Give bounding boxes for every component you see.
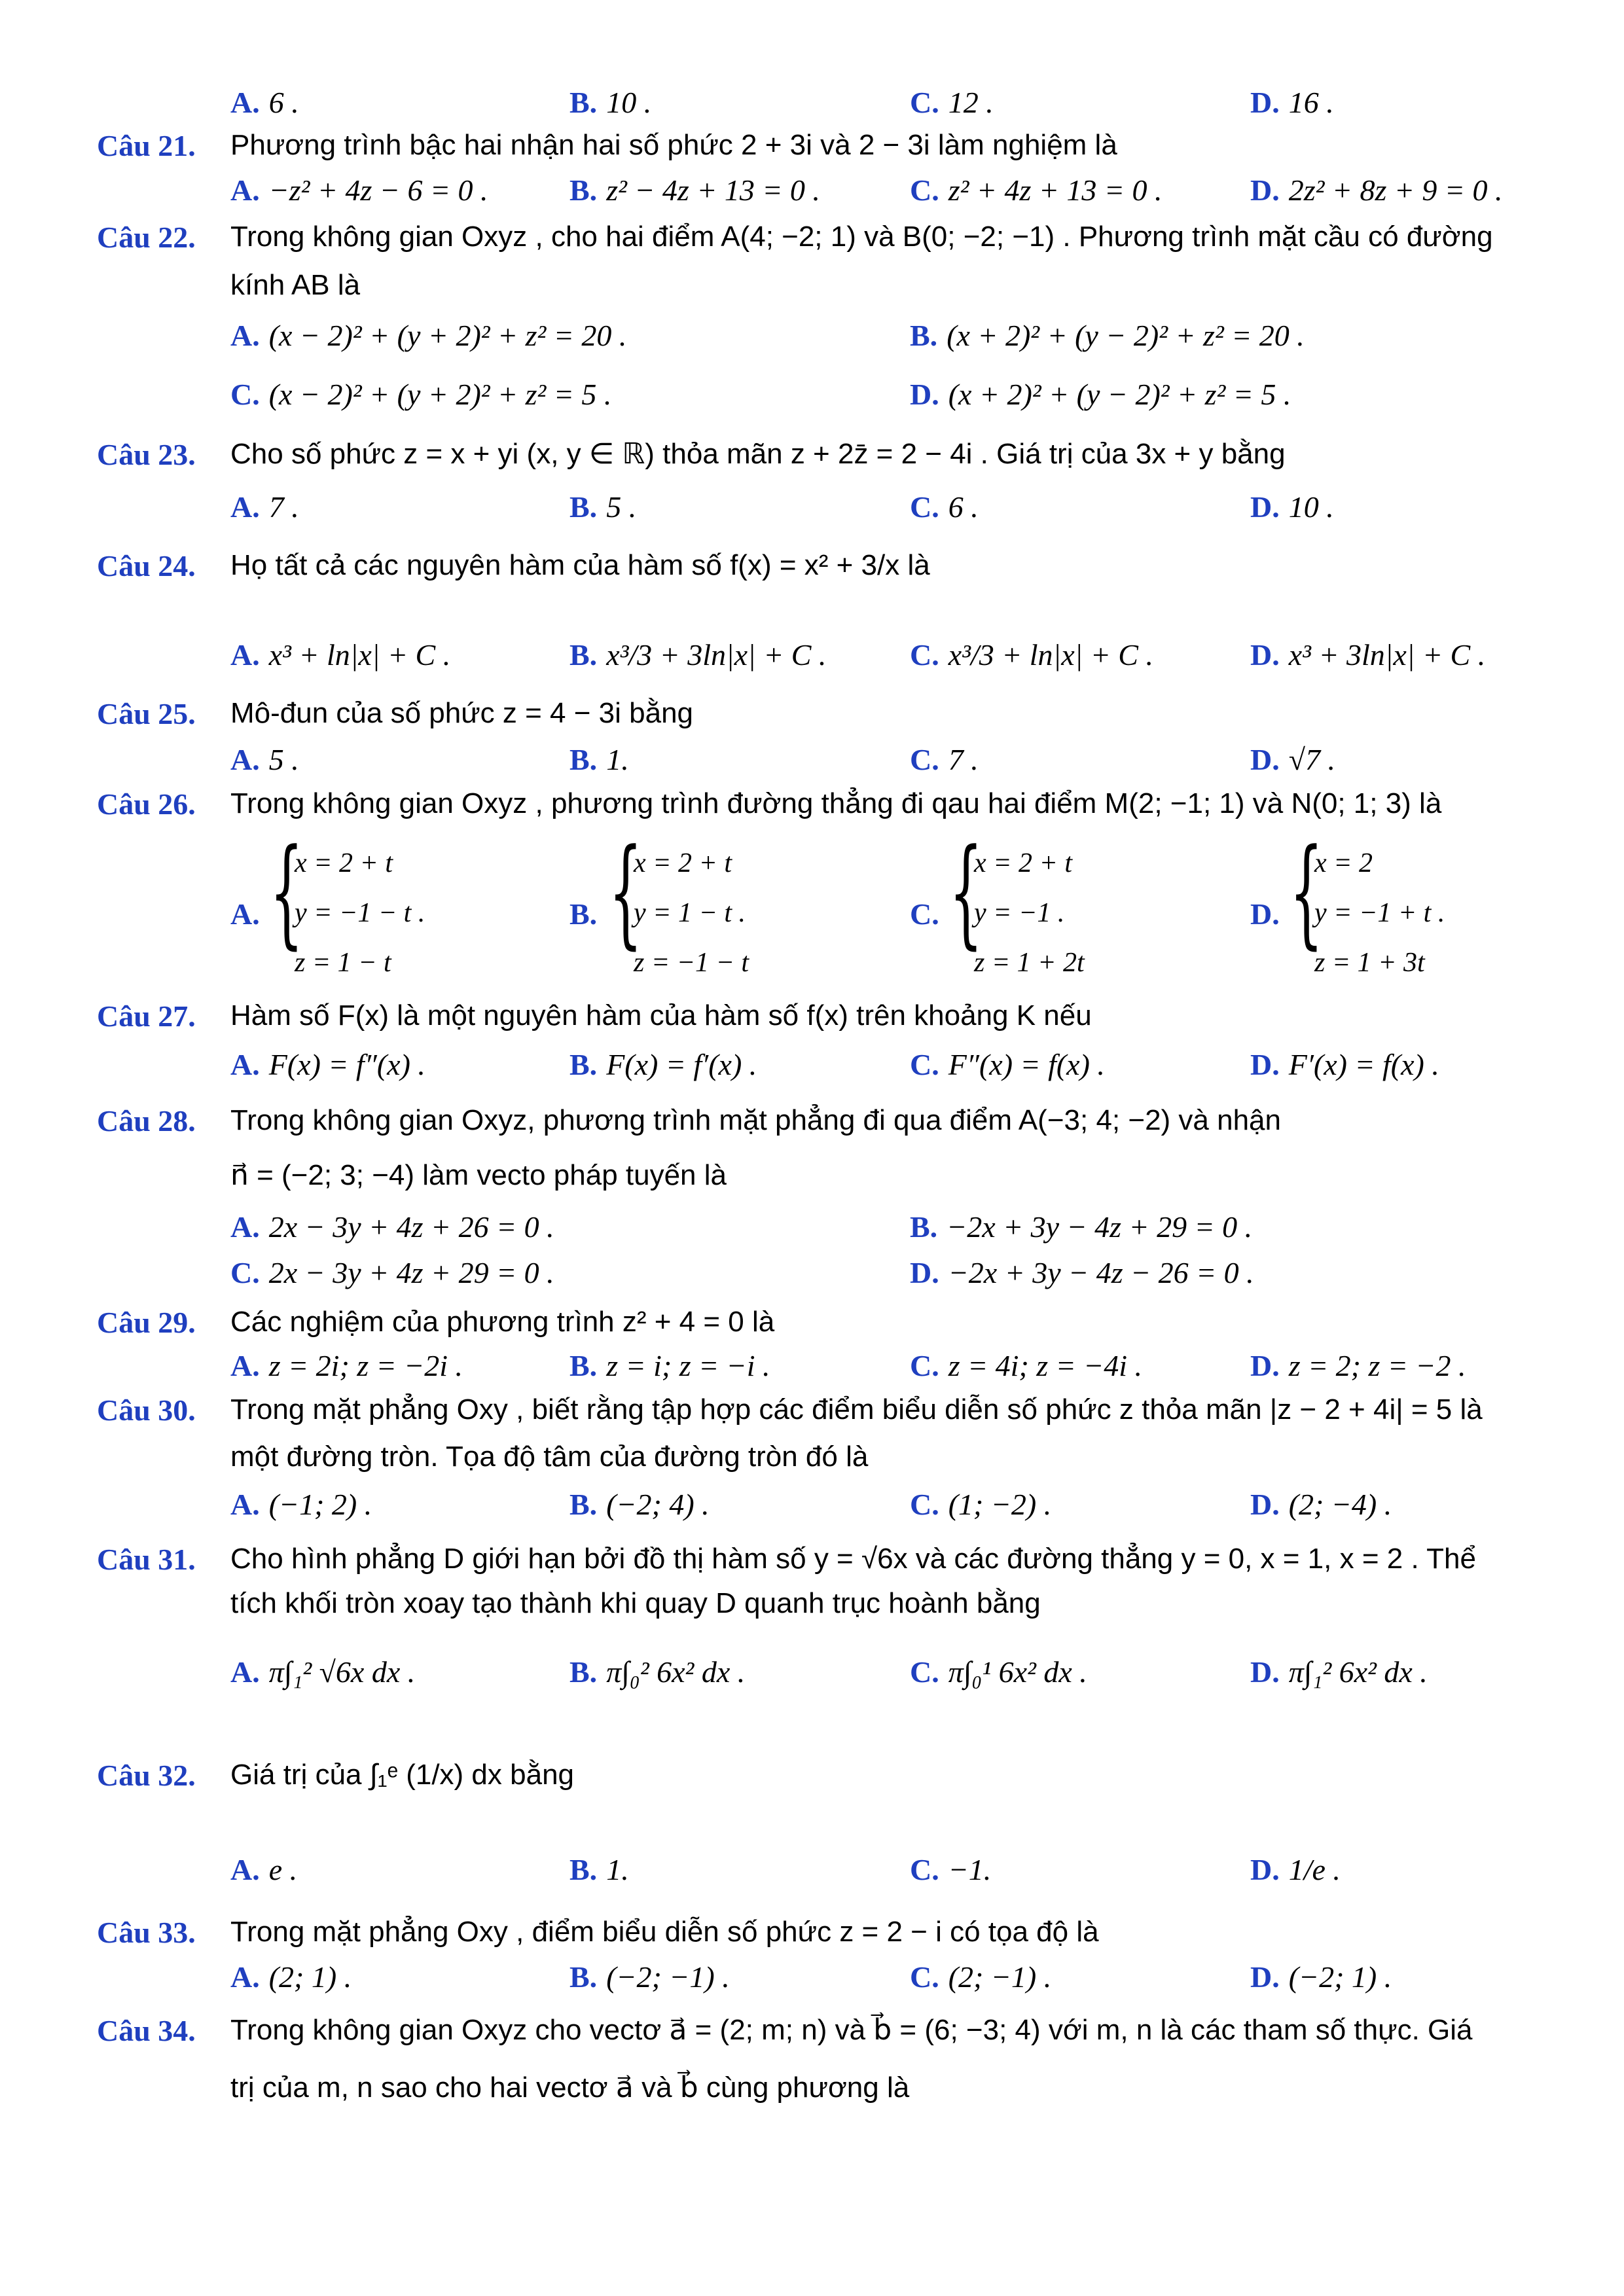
question-text-cont: tích khối tròn xoay tạo thành khi quay D quanh trục hoành bằng (230, 1587, 1041, 1619)
question-text: Trong không gian Oxyz, phương trình mặt phẳng đi qua điểm A(−3; 4; −2) và nhận (230, 1104, 1281, 1136)
q28-option-c: C. 2x − 3y + 4z + 29 = 0 . (230, 1256, 554, 1289)
question-text-cont: kính AB là (230, 269, 361, 301)
q32-option-c: C. −1. (910, 1853, 992, 1886)
question-number: Câu 25. (97, 697, 196, 730)
q31-option-c: C. π∫₀¹ 6x² dx . (910, 1655, 1087, 1689)
q26-option-a-label: A. (230, 897, 260, 931)
question-text: Giá trị của ∫₁ᵉ (1/x) dx bằng (230, 1759, 575, 1791)
q21-option-b: B. z² − 4z + 13 = 0 . (569, 173, 820, 207)
question-text-cont: một đường tròn. Tọa độ tâm của đường tròn đó là (230, 1441, 869, 1473)
q27-option-c: C. F″(x) = f(x) . (910, 1048, 1105, 1081)
q33-option-a: A. (2; 1) . (230, 1960, 352, 1994)
q22-option-d: D. (x + 2)² + (y − 2)² + z² = 5 . (910, 378, 1291, 411)
question-number: Câu 22. (97, 221, 196, 254)
q29-option-c: C. z = 4i; z = −4i . (910, 1349, 1143, 1382)
q24-option-d: D. x³ + 3ln|x| + C . (1250, 638, 1486, 672)
q25-option-d: D. √7 . (1250, 743, 1335, 776)
question-text-cont: trị của m, n sao cho hai vectơ a⃗ và b⃗ cùng phương là (230, 2072, 910, 2104)
question-number: Câu 34. (97, 2014, 196, 2047)
q20-option-b: B. 10 . (569, 86, 652, 119)
q32-option-d: D. 1/e . (1250, 1853, 1341, 1886)
q33-option-b: B. (−2; −1) . (569, 1960, 730, 1994)
q29-option-a: A. z = 2i; z = −2i . (230, 1349, 463, 1382)
q21-option-c: C. z² + 4z + 13 = 0 . (910, 173, 1163, 207)
q30-option-d: D. (2; −4) . (1250, 1488, 1392, 1521)
q24-option-b: B. x³/3 + 3ln|x| + C . (569, 638, 827, 672)
question-text: Trong mặt phẳng Oxy , điểm biểu diễn số phức z = 2 − i có tọa độ là (230, 1916, 1099, 1948)
q26-option-d-label: D. (1250, 897, 1280, 931)
q32-option-b: B. 1. (569, 1853, 629, 1886)
q24-option-c: C. x³/3 + ln|x| + C . (910, 638, 1153, 672)
q20-option-c: C. 12 . (910, 86, 994, 119)
question-text: Trong không gian Oxyz , phương trình đường thẳng đi qau hai điểm M(2; −1; 1) và N(0; 1; 3) là (230, 787, 1442, 819)
question-text: Họ tất cả các nguyên hàm của hàm số f(x) = x² + 3/x là (230, 549, 930, 581)
q26-option-b-label: B. (569, 897, 598, 931)
q32-option-a: A. e . (230, 1853, 298, 1886)
q23-option-a: A. 7 . (230, 490, 299, 524)
q28-option-d: D. −2x + 3y − 4z − 26 = 0 . (910, 1256, 1254, 1289)
q27-option-b: B. F(x) = f′(x) . (569, 1048, 757, 1081)
question-text: Phương trình bậc hai nhận hai số phức 2 + 3i và 2 − 3i làm nghiệm là (230, 129, 1117, 161)
question-text: Hàm số F(x) là một nguyên hàm của hàm số f(x) trên khoảng K nếu (230, 999, 1092, 1031)
q22-option-a: A. (x − 2)² + (y + 2)² + z² = 20 . (230, 319, 627, 352)
q26-options: A. { x = 2 + t y = −1 − t . z = 1 − t B. { x = 2 + t y = 1 − t . z = −1 − t C. { x = 2 + t y = −1 . z = 1 + 2t D. { x = 2 y = −1 + t . z = 1 + 3t (230, 824, 1445, 978)
q21-option-d: D. 2z² + 8z + 9 = 0 . (1250, 173, 1503, 207)
q31-option-b: B. π∫₀² 6x² dx . (569, 1655, 746, 1689)
q27-option-d: D. F′(x) = f(x) . (1250, 1048, 1439, 1081)
q29-option-b: B. z = i; z = −i . (569, 1349, 770, 1382)
q25-option-c: C. 7 . (910, 743, 979, 776)
q23-option-d: D. 10 . (1250, 490, 1334, 524)
question-text: Cho hình phẳng D giới hạn bởi đồ thị hàm số y = √6x và các đường thẳng y = 0, x = 1, x = 2 . Thể (230, 1543, 1476, 1575)
q31-option-a: A. π∫₁² √6x dx . (230, 1655, 416, 1689)
q33-option-d: D. (−2; 1) . (1250, 1960, 1392, 1994)
question-number: Câu 32. (97, 1759, 196, 1792)
q20-option-a: A. 6 . (230, 86, 299, 119)
question-number: Câu 28. (97, 1104, 196, 1138)
q33-option-c: C. (2; −1) . (910, 1960, 1052, 1994)
question-text: Trong không gian Oxyz , cho hai điểm A(4; −2; 1) và B(0; −2; −1) . Phương trình mặt cầu có đường (230, 221, 1493, 253)
question-number: Câu 21. (97, 129, 196, 162)
q26-option-c-label: C. (910, 897, 939, 931)
q25-option-a: A. 5 . (230, 743, 299, 776)
question-text: Trong không gian Oxyz cho vectơ a⃗ = (2; m; n) và b⃗ = (6; −3; 4) với m, n là các tham số thực. Giá (230, 2014, 1473, 2046)
q20-option-d: D. 16 . (1250, 86, 1334, 119)
q23-option-c: C. 6 . (910, 490, 979, 524)
q24-option-a: A. x³ + ln|x| + C . (230, 638, 451, 672)
question-number: Câu 24. (97, 549, 196, 583)
q22-option-c: C. (x − 2)² + (y + 2)² + z² = 5 . (230, 378, 612, 411)
q21-option-a: A. −z² + 4z − 6 = 0 . (230, 173, 488, 207)
question-text: Các nghiệm của phương trình z² + 4 = 0 là (230, 1306, 775, 1338)
question-number: Câu 33. (97, 1916, 196, 1949)
question-number: Câu 27. (97, 999, 196, 1033)
q31-option-d: D. π∫₁² 6x² dx . (1250, 1655, 1428, 1689)
q27-option-a: A. F(x) = f″(x) . (230, 1048, 425, 1081)
question-text: Mô-đun của số phức z = 4 − 3i bằng (230, 697, 694, 729)
q25-option-b: B. 1. (569, 743, 629, 776)
question-text: Trong mặt phẳng Oxy , biết rằng tập hợp các điểm biểu diễn số phức z thỏa mãn |z − 2 + 4i| = 5 là (230, 1393, 1483, 1426)
q22-option-b: B. (x + 2)² + (y − 2)² + z² = 20 . (910, 319, 1305, 352)
question-number: Câu 29. (97, 1306, 196, 1339)
question-number: Câu 26. (97, 787, 196, 821)
q28-option-a: A. 2x − 3y + 4z + 26 = 0 . (230, 1210, 554, 1244)
question-number: Câu 30. (97, 1393, 196, 1427)
question-number: Câu 23. (97, 438, 196, 471)
q30-option-c: C. (1; −2) . (910, 1488, 1052, 1521)
question-number: Câu 31. (97, 1543, 196, 1576)
q29-option-d: D. z = 2; z = −2 . (1250, 1349, 1466, 1382)
q30-option-b: B. (−2; 4) . (569, 1488, 710, 1521)
question-text: Cho số phức z = x + yi (x, y ∈ ℝ) thỏa mãn z + 2z̄ = 2 − 4i . Giá trị của 3x + y bằng (230, 438, 1286, 470)
q30-option-a: A. (−1; 2) . (230, 1488, 372, 1521)
q28-option-b: B. −2x + 3y − 4z + 29 = 0 . (910, 1210, 1253, 1244)
q23-option-b: B. 5 . (569, 490, 637, 524)
question-text-cont: n⃗ = (−2; 3; −4) làm vecto pháp tuyến là (230, 1159, 727, 1191)
